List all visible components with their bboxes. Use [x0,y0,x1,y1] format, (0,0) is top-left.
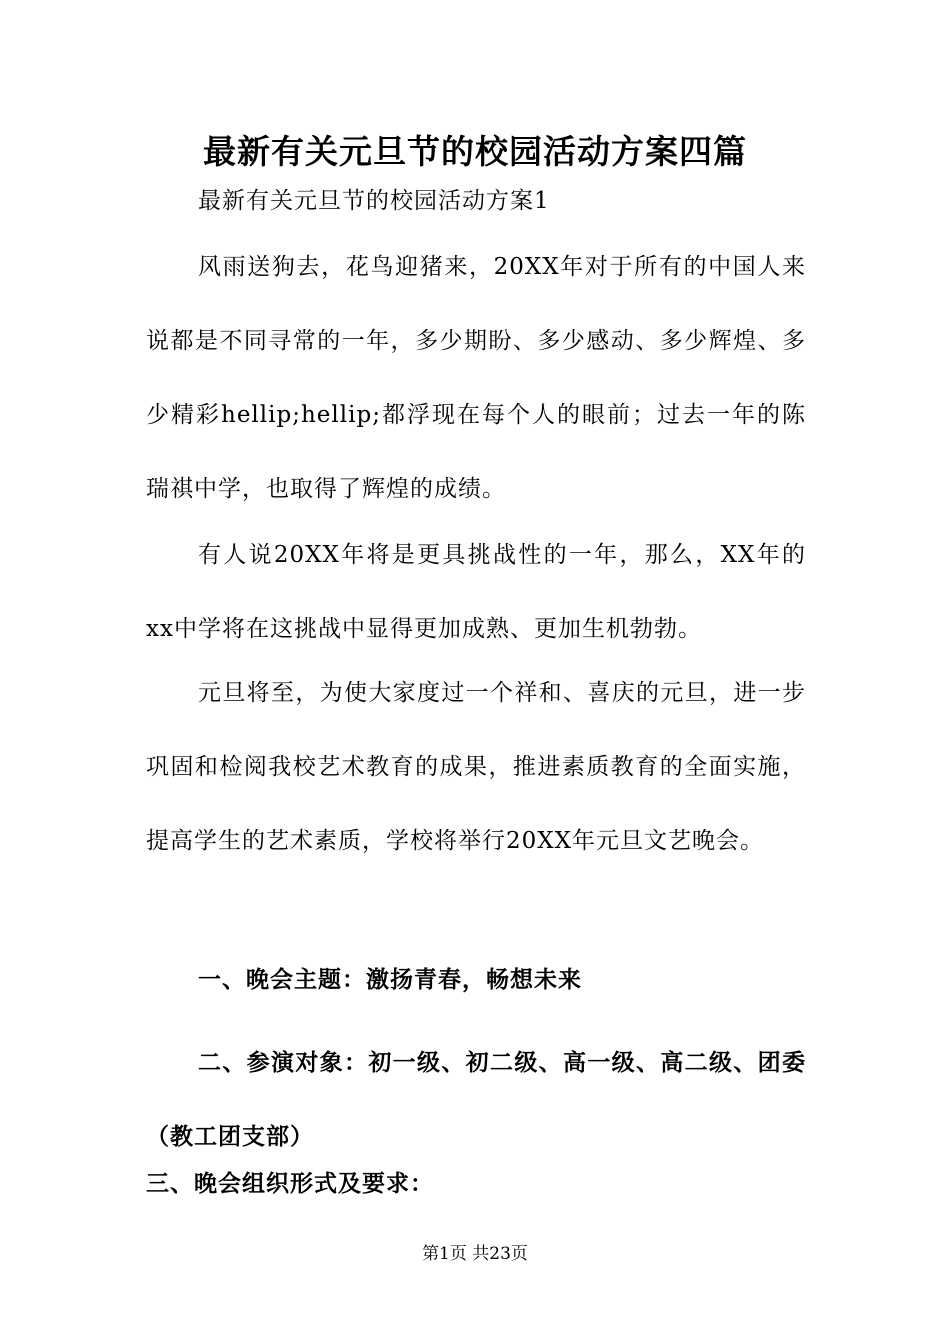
document-title: 最新有关元旦节的校园活动方案四篇 [203,132,747,171]
document-subtitle: 最新有关元旦节的校园活动方案1 [198,188,550,214]
section-heading-organization: 三、晚会组织形式及要求： [146,1171,434,1197]
section-heading-theme: 一、晚会主题：激扬青春，畅想未来 [198,967,582,993]
paragraph-3: 元旦将至，为使大家度过一个祥和、喜庆的元旦，进一步巩固和检阅我校艺术教育的成果，推进素质教育的全面实施，提高学生的艺术素质，学校将举行20XX年元旦文艺晚会。 [146,680,806,854]
section-heading-participants: 二、参演对象：初一级、初二级、高一级、高二级、团委（教工团支部） [146,1050,806,1150]
paragraph-1: 风雨送狗去，花鸟迎猪来，20XX年对于所有的中国人来说都是不同寻常的一年，多少期盼、多少感动、多少辉煌、多少精彩hellip;hellip;都浮现在每个人的眼前；过去一年的陈瑞祺中学，也取得了辉煌的成绩。 [146,254,806,502]
page-footer: 第1页 共23页 [422,1244,528,1264]
paragraph-2: 有人说20XX年将是更具挑战性的一年，那么，XX年的xx中学将在这挑战中显得更加成熟、更加生机勃勃。 [146,542,806,642]
